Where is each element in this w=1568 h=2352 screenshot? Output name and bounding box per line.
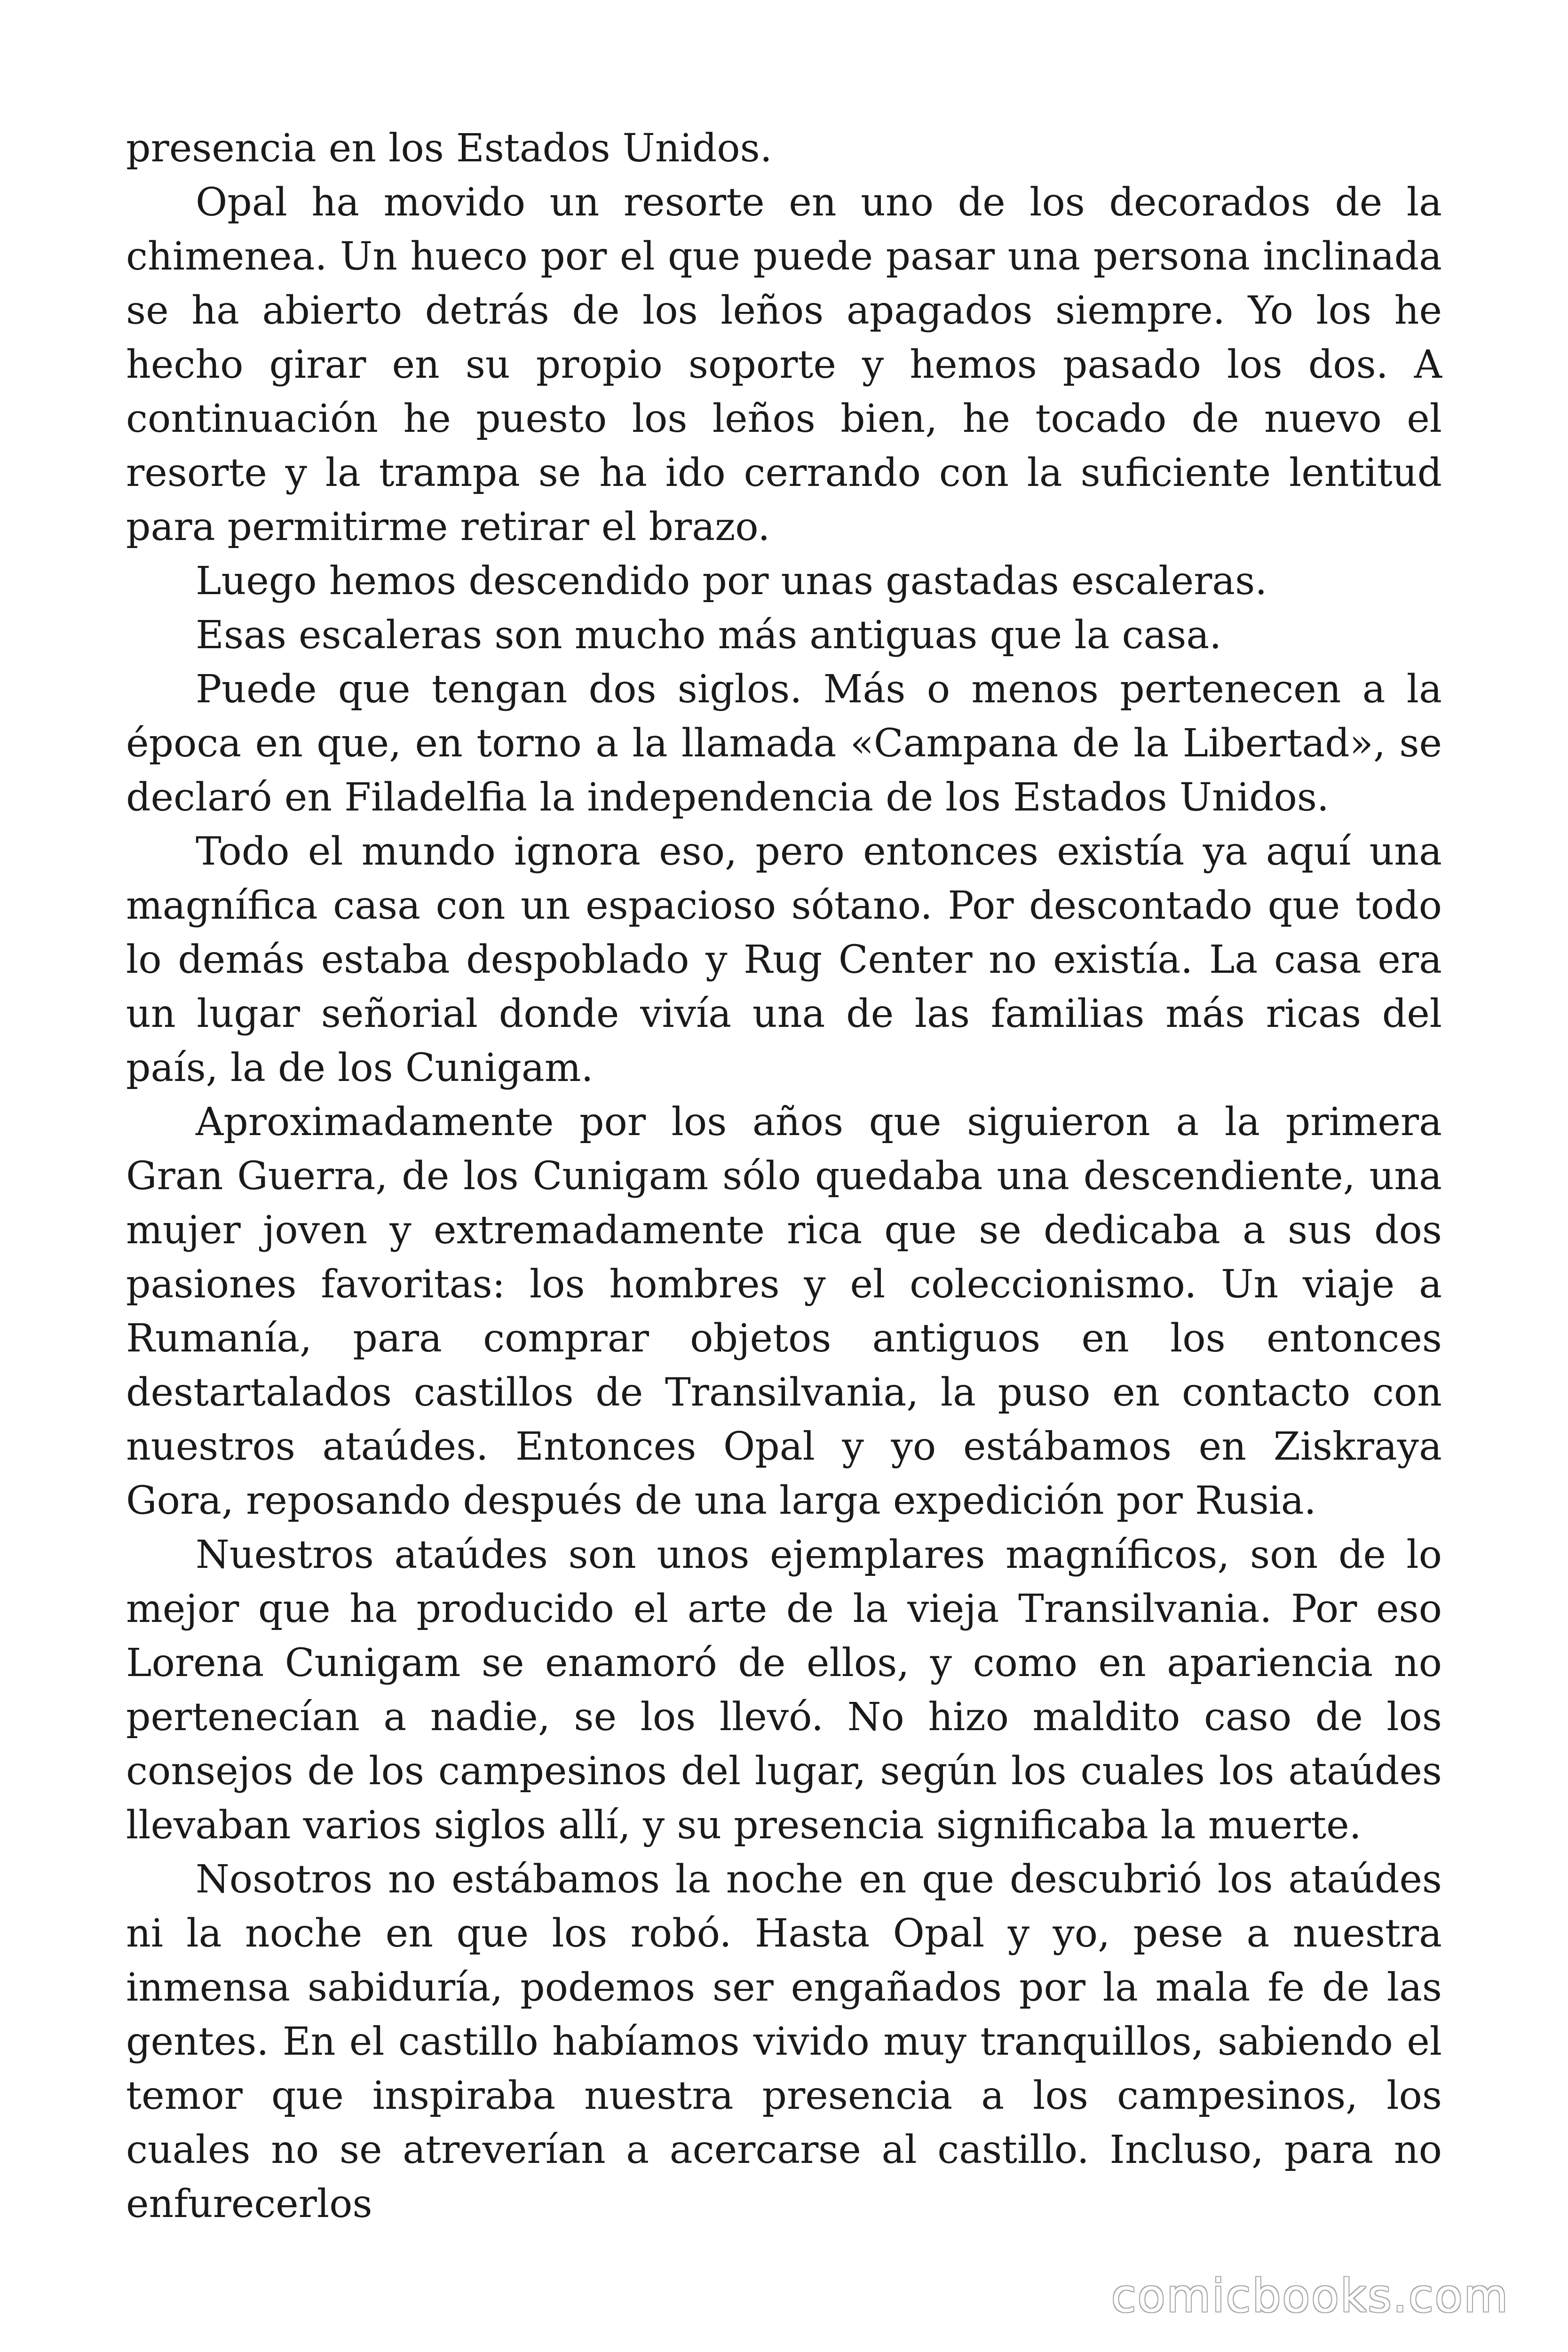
paragraph: Aproximadamente por los años que siguieron a la primera Gran Guerra, de los Cunigam sólo quedaba una descendiente, una mujer joven y extremadamente rica que se dedicaba a sus dos pasiones favoritas: los hombres y el coleccionismo. Un viaje a Rumanía, para comprar objetos antiguos en los entonces destartalados castillos de Transilvania, la puso en contacto con nuestros ataúdes. Entonces Opal y yo estábamos en Ziskraya Gora, reposando después de una larga expedición por Rusia.	[126, 1100, 1442, 1523]
paragraph: Todo el mundo ignora eso, pero entonces existía ya aquí una magnífica casa con un espacioso sótano. Por descontado que todo lo demás estaba despoblado y Rug Center no existía. La casa era un lugar señorial donde vivía una de las familias más ricas del país, la de los Cunigam.	[126, 829, 1442, 1090]
paragraph: Luego hemos descendido por unas gastadas escaleras.	[196, 559, 1267, 604]
paragraph: Esas escaleras son mucho más antiguas que la casa.	[196, 613, 1222, 658]
paragraph: Puede que tengan dos siglos. Más o menos pertenecen a la época en que, en torno a la llamada «Campana de la Libertad», se declaró en Filadelfia la independencia de los Estados Unidos.	[126, 667, 1442, 820]
paragraph-continued: presencia en los Estados Unidos.	[126, 126, 772, 171]
paragraph: Nuestros ataúdes son unos ejemplares magníficos, son de lo mejor que ha producido el arte de la vieja Transilvania. Por eso Lorena Cunigam se enamoró de ellos, y como en apariencia no pertenecían a nadie, se los llevó. No hizo maldito caso de los consejos de los campesinos del lugar, según los cuales los ataúdes llevaban varios siglos allí, y su presencia significaba la muerte.	[126, 1533, 1442, 1848]
paragraph: Opal ha movido un resorte en uno de los decorados de la chimenea. Un hueco por el que puede pasar una persona inclinada se ha abierto detrás de los leños apagados siempre. Yo los he hecho girar en su propio soporte y hemos pasado los dos. A continuación he puesto los leños bien, he tocado de nuevo el resorte y la trampa se ha ido cerrando con la suficiente lentitud para permitirme retirar el brazo.	[126, 180, 1442, 549]
watermark: comicbooks.com	[1111, 2270, 1509, 2322]
book-page-text	[126, 121, 1442, 2226]
paragraph-truncated: Nosotros no estábamos la noche en que descubrió los ataúdes ni la noche en que los robó. Hasta Opal y yo, pese a nuestra inmensa sabiduría, podemos ser engañados por la mala fe de las gentes. En el castillo habíamos vivido muy tranquillos, sabiendo el temor que inspiraba nuestra presencia a los campesinos, los cuales no se atreverían a acercarse al castillo. Incluso, para no enfurecerlos	[126, 1857, 1442, 2226]
